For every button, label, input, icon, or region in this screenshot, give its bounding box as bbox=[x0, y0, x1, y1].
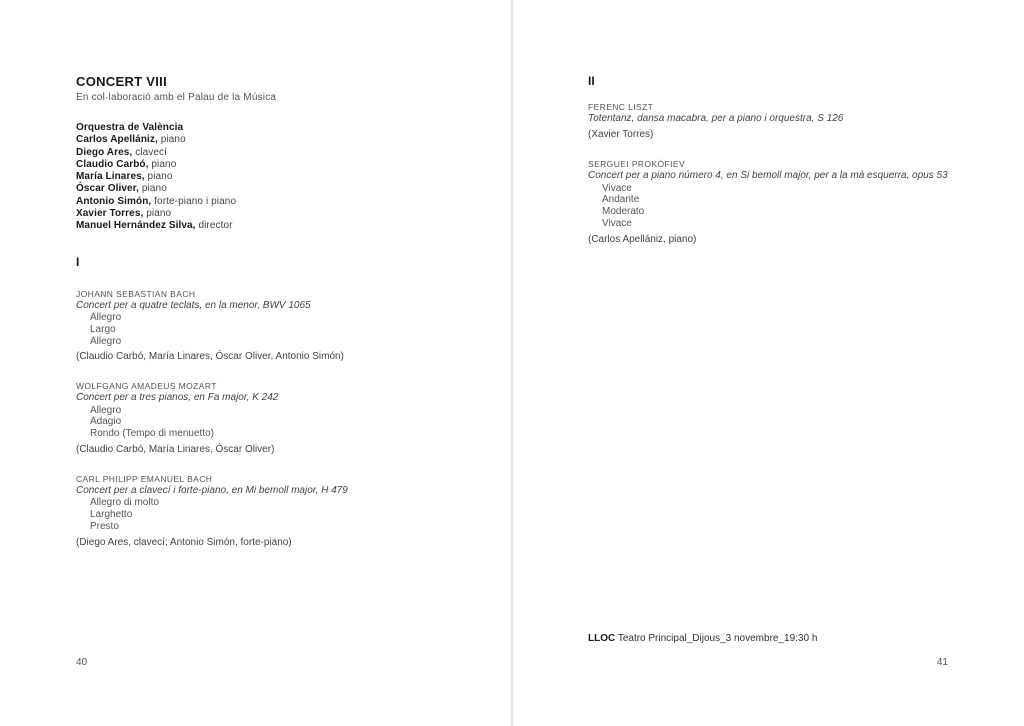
page-number-left: 40 bbox=[76, 657, 88, 668]
movement: Allegro di molto bbox=[90, 497, 159, 509]
movement: Allegro bbox=[90, 404, 122, 416]
program-piece bbox=[588, 159, 948, 245]
right-column bbox=[588, 74, 948, 246]
piece-performers: (Xavier Torres) bbox=[588, 129, 654, 141]
work-title: Concert per a clavecí i forte-piano, en Mi bemoll major, H 479 bbox=[76, 485, 348, 497]
performer-role: piano bbox=[148, 158, 177, 170]
concert-subtitle: En col·laboració amb el Palau de la Música bbox=[76, 92, 277, 103]
performer-name: Orquestra de València bbox=[76, 122, 184, 133]
page-number-right: 41 bbox=[936, 657, 948, 668]
venue-label: LLOC bbox=[588, 633, 616, 644]
program-piece bbox=[76, 289, 436, 364]
movement: Rondo (Tempo di menuetto) bbox=[90, 428, 214, 440]
composer-name: WOLFGANG AMADEUS MOZART bbox=[76, 381, 217, 392]
performer-item bbox=[76, 183, 436, 195]
venue-line bbox=[588, 633, 817, 644]
performer-role: piano bbox=[144, 171, 173, 183]
piece-performers: (Claudio Carbó, María Linares, Óscar Oliver, Antonio Simón) bbox=[76, 351, 344, 363]
composer-name: JOHANN SEBASTIAN BACH bbox=[76, 288, 196, 299]
movement: Vivace bbox=[602, 182, 632, 194]
performer-item bbox=[76, 122, 436, 134]
program-piece bbox=[76, 474, 436, 549]
movement: Presto bbox=[90, 520, 119, 532]
left-column bbox=[76, 74, 436, 549]
performer-name: María Linares, bbox=[76, 171, 145, 183]
left-page bbox=[0, 0, 511, 726]
movement: Larghetto bbox=[90, 509, 133, 521]
performer-role: forte-piano i piano bbox=[151, 195, 237, 207]
piece-performers: (Carlos Apellániz, piano) bbox=[588, 233, 697, 245]
performer-item bbox=[76, 220, 436, 232]
composer-name: CARL PHILIPP EMANUEL BACH bbox=[76, 474, 213, 485]
piece-performers: (Claudio Carbó, María Linares, Óscar Oliver) bbox=[76, 444, 275, 456]
performer-item bbox=[76, 159, 436, 171]
movement: Allegro bbox=[90, 311, 122, 323]
performer-role: director bbox=[195, 220, 233, 232]
performer-name: Claudio Carbó, bbox=[76, 158, 149, 170]
performer-role: piano bbox=[139, 183, 167, 195]
performer-role: piano bbox=[157, 134, 186, 146]
work-title: Concert per a piano número 4, en Si bemoll major, per a la mà esquerra, opus 53 bbox=[588, 170, 948, 182]
movement: Andante bbox=[602, 194, 640, 206]
performer-item bbox=[76, 196, 436, 208]
movement: Moderato bbox=[602, 206, 645, 218]
performer-name: Óscar Oliver, bbox=[76, 183, 140, 195]
part-heading: I bbox=[76, 254, 80, 269]
performer-name: Diego Ares, bbox=[76, 146, 133, 158]
concert-title: CONCERT VIII bbox=[76, 74, 167, 89]
performer-item bbox=[76, 147, 436, 159]
performer-item bbox=[76, 171, 436, 183]
movement: Vivace bbox=[602, 217, 632, 229]
performer-name: Manuel Hernández Silva, bbox=[76, 220, 196, 232]
movement: Largo bbox=[90, 323, 116, 335]
composer-name: FERENC LISZT bbox=[588, 102, 654, 112]
performer-item bbox=[76, 134, 436, 146]
performer-role: clavecí bbox=[132, 146, 168, 158]
program-piece bbox=[76, 381, 436, 456]
work-title: Concert per a quatre teclats, en la menor, BWV 1065 bbox=[76, 299, 311, 311]
part-heading: II bbox=[588, 74, 595, 88]
work-title: Totentanz, dansa macabra, per a piano i orquestra, S 126 bbox=[588, 113, 844, 124]
composer-name: SERGUEI PROKÓFIEV bbox=[588, 159, 686, 170]
performer-name: Antonio Simón, bbox=[76, 195, 152, 207]
performer-name: Carlos Apellániz, bbox=[76, 134, 158, 146]
program-piece bbox=[588, 102, 948, 141]
performer-list bbox=[76, 122, 436, 233]
work-title: Concert per a tres pianos, en Fa major, K 242 bbox=[76, 392, 279, 404]
performer-name: Xavier Torres, bbox=[76, 208, 144, 220]
performer-role: piano bbox=[143, 208, 172, 220]
performer-item bbox=[76, 208, 436, 220]
movement: Allegro bbox=[90, 335, 122, 347]
right-page bbox=[513, 0, 1024, 726]
venue-text: Teatro Principal_Dijous_3 novembre_19:30 h bbox=[615, 633, 818, 644]
movement: Adagio bbox=[90, 416, 122, 428]
piece-performers: (Diego Ares, clavecí; Antonio Simón, forte-piano) bbox=[76, 536, 292, 548]
